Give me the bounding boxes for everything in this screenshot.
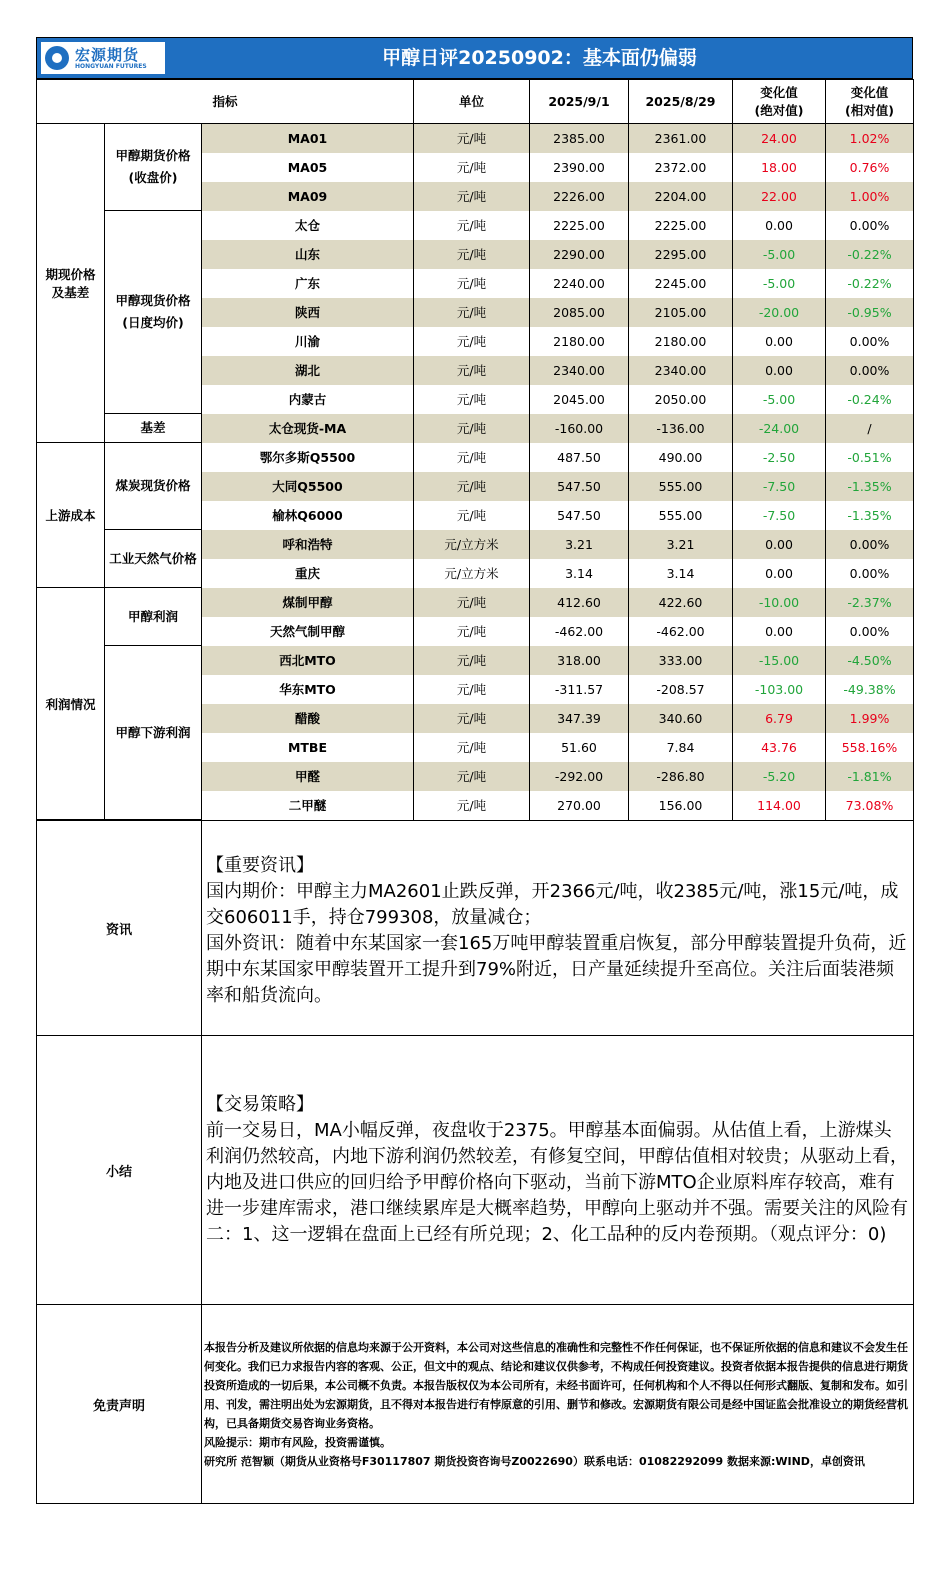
abs-change: -103.00: [733, 675, 826, 704]
news-row: [37, 821, 914, 1036]
unit-cell: 元/吨: [414, 646, 530, 675]
rel-change: -1.35%: [826, 472, 914, 501]
value-date2: -208.57: [629, 675, 733, 704]
indicator-name: 西北MTO: [202, 646, 414, 675]
indicator-name: 山东: [202, 240, 414, 269]
value-date1: 487.50: [530, 443, 629, 472]
group-label: 甲醇利润: [105, 588, 202, 646]
unit-cell: 元/吨: [414, 617, 530, 646]
abs-change: 43.76: [733, 733, 826, 762]
group-label: 工业天然气价格: [105, 530, 202, 588]
value-date1: 51.60: [530, 733, 629, 762]
summary-label: 小结: [37, 1036, 202, 1305]
logo-mark-icon: [45, 46, 69, 70]
unit-cell: 元/立方米: [414, 530, 530, 559]
abs-change: -7.50: [733, 501, 826, 530]
value-date1: 3.14: [530, 559, 629, 588]
table-row: [37, 646, 914, 675]
abs-change: -10.00: [733, 588, 826, 617]
value-date1: 2225.00: [530, 211, 629, 240]
news-line: 国内期价：甲醇主力MA2601止跌反弹，开2366元/吨，收2385元/吨，涨15元/吨，成交606011手，持仓799308，放量减仓；: [206, 881, 899, 928]
group-label: 煤炭现货价格: [105, 443, 202, 530]
table-row: [37, 124, 914, 153]
value-date2: -286.80: [629, 762, 733, 791]
rel-change: -0.22%: [826, 240, 914, 269]
unit-cell: 元/吨: [414, 733, 530, 762]
indicator-name: 呼和浩特: [202, 530, 414, 559]
col-header-rel-change: 变化值 (相对值): [826, 80, 914, 124]
category-label: 期现价格 及基差: [37, 124, 105, 443]
value-date2: 2225.00: [629, 211, 733, 240]
unit-cell: 元/吨: [414, 472, 530, 501]
disclaimer-line: 风险提示：期市有风险，投资需谨慎。: [204, 1435, 391, 1449]
value-date1: 347.39: [530, 704, 629, 733]
value-date2: 2105.00: [629, 298, 733, 327]
rel-change: 0.00%: [826, 356, 914, 385]
value-date2: 422.60: [629, 588, 733, 617]
rel-change: -0.95%: [826, 298, 914, 327]
value-date1: -311.57: [530, 675, 629, 704]
rel-change: -0.51%: [826, 443, 914, 472]
news-line: 国外资讯：随着中东某国家一套165万吨甲醇装置重启恢复，部分甲醇装置提升负荷，近期中东某国家甲醇装置开工提升到79%附近，日产量延续提升至高位。关注后面装港频率和船货流向。: [206, 933, 907, 1006]
unit-cell: 元/吨: [414, 791, 530, 820]
summary-line: 前一交易日，MA小幅反弹，夜盘收于2375。甲醇基本面偏弱。从估值上看，上游煤头利润仍然较高，内地下游利润仍然较差，有修复空间，甲醇估值相对较贵；从驱动上看，内地及进口供应的回归给予甲醇价格向下驱动，当前下游MTO企业原料库存较高，难有进一步建库需求，港口继续累库是大概率趋势，甲醇向上驱动并不强。需要关注的风险有二：1、这一逻辑在盘面上已经有所兑现；2、化工品种的反内卷预期。（观点评分：0): [206, 1120, 908, 1245]
value-date1: 2385.00: [530, 124, 629, 153]
rel-change: 0.76%: [826, 153, 914, 182]
group-label: 甲醇期货价格 (收盘价): [105, 124, 202, 211]
abs-change: 6.79: [733, 704, 826, 733]
abs-change: -7.50: [733, 472, 826, 501]
value-date2: 3.21: [629, 530, 733, 559]
summary-row: [37, 1036, 914, 1305]
value-date2: 2340.00: [629, 356, 733, 385]
value-date2: 2295.00: [629, 240, 733, 269]
value-date1: -292.00: [530, 762, 629, 791]
category-label: 利润情况: [37, 588, 105, 820]
value-date2: 555.00: [629, 501, 733, 530]
col-header-indicator: 指标: [37, 80, 414, 124]
value-date1: 2240.00: [530, 269, 629, 298]
col-header-abs-change: 变化值 (绝对值): [733, 80, 826, 124]
indicator-name: MTBE: [202, 733, 414, 762]
news-line: 【重要资讯】: [206, 855, 314, 876]
col-header-date1: 2025/9/1: [530, 80, 629, 124]
indicator-name: MA09: [202, 182, 414, 211]
table-row: [37, 414, 914, 443]
category-label: 上游成本: [37, 443, 105, 588]
table-row: [37, 588, 914, 617]
abs-change: -5.00: [733, 269, 826, 298]
value-date1: 2180.00: [530, 327, 629, 356]
indicator-table: [36, 79, 914, 820]
value-date1: 547.50: [530, 472, 629, 501]
unit-cell: 元/吨: [414, 414, 530, 443]
value-date1: 2340.00: [530, 356, 629, 385]
table-body: [37, 124, 914, 820]
disclaimer-line: 本报告分析及建议所依据的信息均来源于公开资料，本公司对这些信息的准确性和完整性不作任何保证，也不保证所依据的信息和建议不会发生任何变化。我们已力求报告内容的客观、公正，但文中的观点、结论和建议仅供参考，不构成任何投资建议。投资者依据本报告提供的信息进行期货投资所造成的一切后果，本公司概不负责。本报告版权仅为本公司所有，未经书面许可，任何机构和个人不得以任何形式翻版、复制和发布。如引用、刊发，需注明出处为宏源期货，且不得对本报告进行有悖原意的引用、删节和修改。宏源期货有限公司是经中国证监会批准设立的期货经营机构，已具备期货交易咨询业务资格。: [204, 1340, 908, 1430]
indicator-name: 陕西: [202, 298, 414, 327]
disclaimer-content: [202, 1305, 914, 1504]
news-content: [202, 821, 914, 1036]
unit-cell: 元/吨: [414, 385, 530, 414]
abs-change: -15.00: [733, 646, 826, 675]
table-header-row: [37, 80, 914, 124]
group-label: 甲醇下游利润: [105, 646, 202, 820]
unit-cell: 元/吨: [414, 501, 530, 530]
abs-change: -2.50: [733, 443, 826, 472]
rel-change: 0.00%: [826, 617, 914, 646]
group-label: 甲醇现货价格 (日度均价): [105, 211, 202, 414]
disclaimer-line: 研究所 范智颖（期货从业资格号F30117807 期货投资咨询号Z0022690）联系电话：01082292099 数据来源:WIND，卓创资讯: [204, 1454, 865, 1468]
indicator-name: 煤制甲醇: [202, 588, 414, 617]
rel-change: 73.08%: [826, 791, 914, 820]
unit-cell: 元/吨: [414, 704, 530, 733]
indicator-name: MA01: [202, 124, 414, 153]
value-date2: 490.00: [629, 443, 733, 472]
unit-cell: 元/吨: [414, 298, 530, 327]
unit-cell: 元/吨: [414, 762, 530, 791]
group-label: 基差: [105, 414, 202, 443]
indicator-name: 内蒙古: [202, 385, 414, 414]
value-date2: -462.00: [629, 617, 733, 646]
abs-change: 114.00: [733, 791, 826, 820]
value-date2: 333.00: [629, 646, 733, 675]
rel-change: 0.00%: [826, 327, 914, 356]
col-header-unit: 单位: [414, 80, 530, 124]
summary-line: 【交易策略】: [206, 1094, 314, 1115]
rel-change: /: [826, 414, 914, 443]
rel-change: -49.38%: [826, 675, 914, 704]
abs-change: 0.00: [733, 559, 826, 588]
rel-change: 0.00%: [826, 530, 914, 559]
value-date1: 2390.00: [530, 153, 629, 182]
unit-cell: 元/吨: [414, 240, 530, 269]
indicator-name: 天然气制甲醇: [202, 617, 414, 646]
rel-change: 1.00%: [826, 182, 914, 211]
abs-change: 0.00: [733, 617, 826, 646]
rel-change: -2.37%: [826, 588, 914, 617]
value-date1: -160.00: [530, 414, 629, 443]
indicator-name: 鄂尔多斯Q5500: [202, 443, 414, 472]
value-date1: 2085.00: [530, 298, 629, 327]
news-label: 资讯: [37, 821, 202, 1036]
value-date1: 270.00: [530, 791, 629, 820]
report-title: 甲醇日评20250902：基本面仍偏弱: [382, 47, 697, 69]
value-date2: 3.14: [629, 559, 733, 588]
value-date2: -136.00: [629, 414, 733, 443]
disclaimer-row: [37, 1305, 914, 1504]
abs-change: 18.00: [733, 153, 826, 182]
value-date2: 555.00: [629, 472, 733, 501]
value-date2: 156.00: [629, 791, 733, 820]
abs-change: 0.00: [733, 530, 826, 559]
indicator-name: 湖北: [202, 356, 414, 385]
rel-change: -0.24%: [826, 385, 914, 414]
unit-cell: 元/吨: [414, 153, 530, 182]
indicator-name: 华东MTO: [202, 675, 414, 704]
unit-cell: 元/吨: [414, 588, 530, 617]
unit-cell: 元/吨: [414, 182, 530, 211]
abs-change: -20.00: [733, 298, 826, 327]
unit-cell: 元/吨: [414, 211, 530, 240]
unit-cell: 元/吨: [414, 124, 530, 153]
table-row: [37, 530, 914, 559]
value-date1: -462.00: [530, 617, 629, 646]
indicator-name: 太仓现货-MA: [202, 414, 414, 443]
indicator-name: 甲醛: [202, 762, 414, 791]
table-row: [37, 211, 914, 240]
unit-cell: 元/吨: [414, 269, 530, 298]
rel-change: 1.99%: [826, 704, 914, 733]
value-date1: 2045.00: [530, 385, 629, 414]
rel-change: 0.00%: [826, 559, 914, 588]
commentary-table: [36, 820, 914, 1504]
value-date2: 2361.00: [629, 124, 733, 153]
rel-change: -1.81%: [826, 762, 914, 791]
abs-change: -5.00: [733, 385, 826, 414]
report-sheet: [36, 37, 913, 1504]
report-header: [36, 37, 913, 79]
company-logo: [41, 42, 165, 74]
abs-change: -5.00: [733, 240, 826, 269]
rel-change: 558.16%: [826, 733, 914, 762]
abs-change: 24.00: [733, 124, 826, 153]
value-date2: 2050.00: [629, 385, 733, 414]
value-date1: 2290.00: [530, 240, 629, 269]
value-date2: 2204.00: [629, 182, 733, 211]
logo-name-cn: 宏源期货: [75, 46, 140, 64]
abs-change: 0.00: [733, 356, 826, 385]
abs-change: 0.00: [733, 327, 826, 356]
indicator-name: 二甲醚: [202, 791, 414, 820]
table-row: [37, 443, 914, 472]
col-header-date2: 2025/8/29: [629, 80, 733, 124]
value-date2: 2245.00: [629, 269, 733, 298]
indicator-name: 醋酸: [202, 704, 414, 733]
value-date2: 2372.00: [629, 153, 733, 182]
logo-name-en: HONGYUAN FUTURES: [75, 63, 147, 70]
indicator-name: 广东: [202, 269, 414, 298]
indicator-name: 大同Q5500: [202, 472, 414, 501]
value-date2: 7.84: [629, 733, 733, 762]
value-date1: 318.00: [530, 646, 629, 675]
value-date1: 2226.00: [530, 182, 629, 211]
abs-change: 0.00: [733, 211, 826, 240]
indicator-name: 榆林Q6000: [202, 501, 414, 530]
unit-cell: 元/吨: [414, 443, 530, 472]
rel-change: -1.35%: [826, 501, 914, 530]
abs-change: 22.00: [733, 182, 826, 211]
unit-cell: 元/吨: [414, 356, 530, 385]
summary-content: [202, 1036, 914, 1305]
indicator-name: 重庆: [202, 559, 414, 588]
indicator-name: 太仓: [202, 211, 414, 240]
unit-cell: 元/吨: [414, 327, 530, 356]
unit-cell: 元/立方米: [414, 559, 530, 588]
rel-change: -4.50%: [826, 646, 914, 675]
indicator-name: MA05: [202, 153, 414, 182]
value-date1: 412.60: [530, 588, 629, 617]
unit-cell: 元/吨: [414, 675, 530, 704]
indicator-name: 川渝: [202, 327, 414, 356]
abs-change: -24.00: [733, 414, 826, 443]
value-date2: 340.60: [629, 704, 733, 733]
value-date1: 3.21: [530, 530, 629, 559]
abs-change: -5.20: [733, 762, 826, 791]
value-date2: 2180.00: [629, 327, 733, 356]
disclaimer-label: 免责声明: [37, 1305, 202, 1504]
value-date1: 547.50: [530, 501, 629, 530]
rel-change: 1.02%: [826, 124, 914, 153]
rel-change: -0.22%: [826, 269, 914, 298]
rel-change: 0.00%: [826, 211, 914, 240]
